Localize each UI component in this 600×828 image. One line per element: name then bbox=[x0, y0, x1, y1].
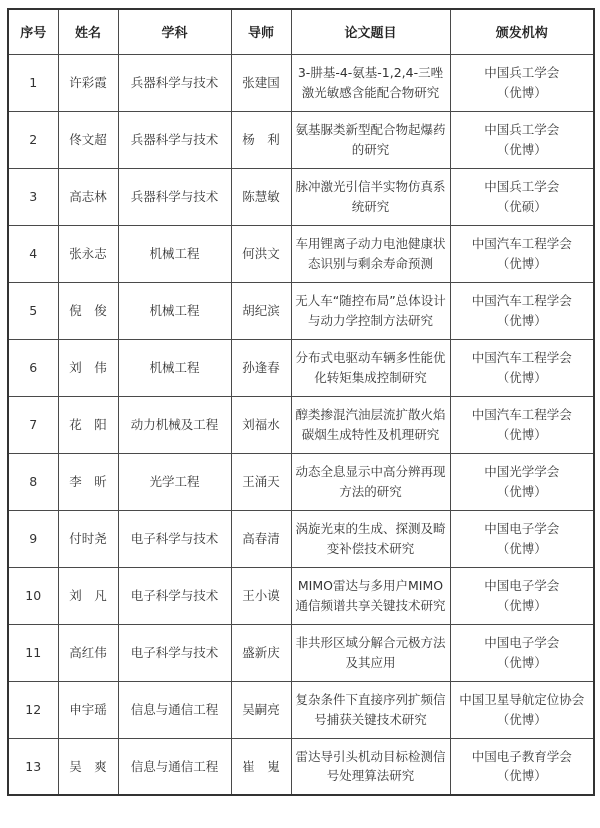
cell-discipline: 电子科学与技术 bbox=[118, 567, 231, 624]
cell-institution bbox=[450, 111, 594, 168]
cell-discipline: 机械工程 bbox=[118, 282, 231, 339]
cell-name: 刘 凡 bbox=[58, 567, 118, 624]
cell-thesis: 动态全息显示中高分辨再现方法的研究 bbox=[291, 453, 450, 510]
cell-institution bbox=[450, 510, 594, 567]
cell-institution bbox=[450, 339, 594, 396]
cell-institution bbox=[450, 681, 594, 738]
table-row bbox=[8, 681, 594, 738]
cell-institution bbox=[450, 225, 594, 282]
institution-name: 中国电子学会 bbox=[484, 578, 560, 594]
cell-discipline: 信息与通信工程 bbox=[118, 681, 231, 738]
cell-name: 李 昕 bbox=[58, 453, 118, 510]
header-discipline: 学科 bbox=[118, 9, 231, 54]
table-row bbox=[8, 339, 594, 396]
cell-discipline: 信息与通信工程 bbox=[118, 738, 231, 795]
institution-name: 中国电子学会 bbox=[484, 635, 560, 651]
cell-institution bbox=[450, 168, 594, 225]
institution-name: 中国卫星导航定位协会 bbox=[459, 692, 585, 708]
table-row bbox=[8, 396, 594, 453]
cell-advisor: 崔 嵬 bbox=[231, 738, 291, 795]
cell-thesis: 脉冲激光引信半实物仿真系统研究 bbox=[291, 168, 450, 225]
cell-discipline: 电子科学与技术 bbox=[118, 624, 231, 681]
cell-institution bbox=[450, 282, 594, 339]
cell-advisor: 刘福水 bbox=[231, 396, 291, 453]
cell-discipline: 兵器科学与技术 bbox=[118, 111, 231, 168]
cell-discipline: 电子科学与技术 bbox=[118, 510, 231, 567]
cell-advisor: 盛新庆 bbox=[231, 624, 291, 681]
header-thesis-title: 论文题目 bbox=[291, 9, 450, 54]
cell-thesis: 雷达导引头机动目标检测信号处理算法研究 bbox=[291, 738, 450, 795]
header-name: 姓名 bbox=[58, 9, 118, 54]
cell-institution bbox=[450, 624, 594, 681]
institution-name: 中国兵工学会 bbox=[484, 65, 560, 81]
cell-advisor: 杨 利 bbox=[231, 111, 291, 168]
header-serial: 序号 bbox=[8, 9, 58, 54]
cell-name: 高红伟 bbox=[58, 624, 118, 681]
cell-advisor: 高春清 bbox=[231, 510, 291, 567]
award-type: （优博） bbox=[496, 255, 547, 271]
cell-thesis: 复杂条件下直接序列扩频信号捕获关键技术研究 bbox=[291, 681, 450, 738]
cell-thesis: 氨基脲类新型配合物起爆药的研究 bbox=[291, 111, 450, 168]
cell-name: 花 阳 bbox=[58, 396, 118, 453]
cell-name: 吴 爽 bbox=[58, 738, 118, 795]
table-row bbox=[8, 54, 594, 111]
cell-thesis: 3-肼基-4-氨基-1,2,4-三唑激光敏感含能配合物研究 bbox=[291, 54, 450, 111]
cell-discipline: 机械工程 bbox=[118, 339, 231, 396]
award-type: （优博） bbox=[496, 768, 547, 784]
table-row bbox=[8, 168, 594, 225]
cell-thesis: 涡旋光束的生成、探测及畸变补偿技术研究 bbox=[291, 510, 450, 567]
cell-name: 付时尧 bbox=[58, 510, 118, 567]
table-row bbox=[8, 510, 594, 567]
award-type: （优博） bbox=[496, 483, 547, 499]
cell-advisor: 吴嗣亮 bbox=[231, 681, 291, 738]
cell-advisor: 陈慧敏 bbox=[231, 168, 291, 225]
cell-discipline: 动力机械及工程 bbox=[118, 396, 231, 453]
cell-name: 申宇瑶 bbox=[58, 681, 118, 738]
awards-table bbox=[7, 8, 595, 796]
cell-thesis: 醇类掺混汽油层流扩散火焰碳烟生成特性及机理研究 bbox=[291, 396, 450, 453]
cell-serial: 8 bbox=[8, 453, 58, 510]
cell-name: 许彩霞 bbox=[58, 54, 118, 111]
cell-institution bbox=[450, 453, 594, 510]
cell-discipline: 兵器科学与技术 bbox=[118, 168, 231, 225]
table-row bbox=[8, 567, 594, 624]
institution-name: 中国电子教育学会 bbox=[471, 748, 572, 764]
cell-institution bbox=[450, 396, 594, 453]
award-type: （优博） bbox=[496, 597, 547, 613]
cell-serial: 5 bbox=[8, 282, 58, 339]
cell-serial: 12 bbox=[8, 681, 58, 738]
header-row bbox=[8, 9, 594, 54]
cell-thesis: 分布式电驱动车辆多性能优化转矩集成控制研究 bbox=[291, 339, 450, 396]
cell-name: 高志林 bbox=[58, 168, 118, 225]
award-type: （优硕） bbox=[496, 198, 547, 214]
award-type: （优博） bbox=[496, 540, 547, 556]
header-advisor: 导师 bbox=[231, 9, 291, 54]
award-type: （优博） bbox=[496, 312, 547, 328]
cell-thesis: 非共形区域分解合元极方法及其应用 bbox=[291, 624, 450, 681]
table-row bbox=[8, 453, 594, 510]
cell-serial: 4 bbox=[8, 225, 58, 282]
cell-advisor: 胡纪滨 bbox=[231, 282, 291, 339]
cell-advisor: 孙逢春 bbox=[231, 339, 291, 396]
table-row bbox=[8, 624, 594, 681]
award-type: （优博） bbox=[496, 369, 547, 385]
cell-serial: 3 bbox=[8, 168, 58, 225]
table-row bbox=[8, 282, 594, 339]
cell-serial: 13 bbox=[8, 738, 58, 795]
cell-serial: 11 bbox=[8, 624, 58, 681]
table-row bbox=[8, 225, 594, 282]
cell-institution bbox=[450, 738, 594, 795]
table-row bbox=[8, 111, 594, 168]
cell-name: 张永志 bbox=[58, 225, 118, 282]
cell-discipline: 机械工程 bbox=[118, 225, 231, 282]
award-type: （优博） bbox=[496, 84, 547, 100]
institution-name: 中国汽车工程学会 bbox=[471, 350, 572, 366]
cell-serial: 6 bbox=[8, 339, 58, 396]
institution-name: 中国汽车工程学会 bbox=[471, 236, 572, 252]
cell-advisor: 王小谟 bbox=[231, 567, 291, 624]
institution-name: 中国兵工学会 bbox=[484, 122, 560, 138]
cell-discipline: 兵器科学与技术 bbox=[118, 54, 231, 111]
cell-serial: 1 bbox=[8, 54, 58, 111]
header-institution: 颁发机构 bbox=[450, 9, 594, 54]
cell-institution bbox=[450, 567, 594, 624]
award-type: （优博） bbox=[496, 654, 547, 670]
institution-name: 中国光学学会 bbox=[484, 464, 560, 480]
institution-name: 中国汽车工程学会 bbox=[471, 407, 572, 423]
cell-serial: 10 bbox=[8, 567, 58, 624]
cell-advisor: 王涌天 bbox=[231, 453, 291, 510]
table-row bbox=[8, 738, 594, 795]
cell-thesis: 无人车“随控布局”总体设计与动力学控制方法研究 bbox=[291, 282, 450, 339]
cell-serial: 2 bbox=[8, 111, 58, 168]
cell-serial: 7 bbox=[8, 396, 58, 453]
cell-serial: 9 bbox=[8, 510, 58, 567]
cell-institution bbox=[450, 54, 594, 111]
institution-name: 中国兵工学会 bbox=[484, 179, 560, 195]
award-type: （优博） bbox=[496, 141, 547, 157]
cell-advisor: 张建国 bbox=[231, 54, 291, 111]
award-type: （优博） bbox=[496, 426, 547, 442]
institution-name: 中国电子学会 bbox=[484, 521, 560, 537]
cell-thesis: MIMO雷达与多用户MIMO通信频谱共享关键技术研究 bbox=[291, 567, 450, 624]
cell-name: 倪 俊 bbox=[58, 282, 118, 339]
cell-thesis: 车用锂离子动力电池健康状态识别与剩余寿命预测 bbox=[291, 225, 450, 282]
cell-advisor: 何洪文 bbox=[231, 225, 291, 282]
cell-discipline: 光学工程 bbox=[118, 453, 231, 510]
cell-name: 刘 伟 bbox=[58, 339, 118, 396]
cell-name: 佟文超 bbox=[58, 111, 118, 168]
award-type: （优博） bbox=[496, 711, 547, 727]
institution-name: 中国汽车工程学会 bbox=[471, 293, 572, 309]
